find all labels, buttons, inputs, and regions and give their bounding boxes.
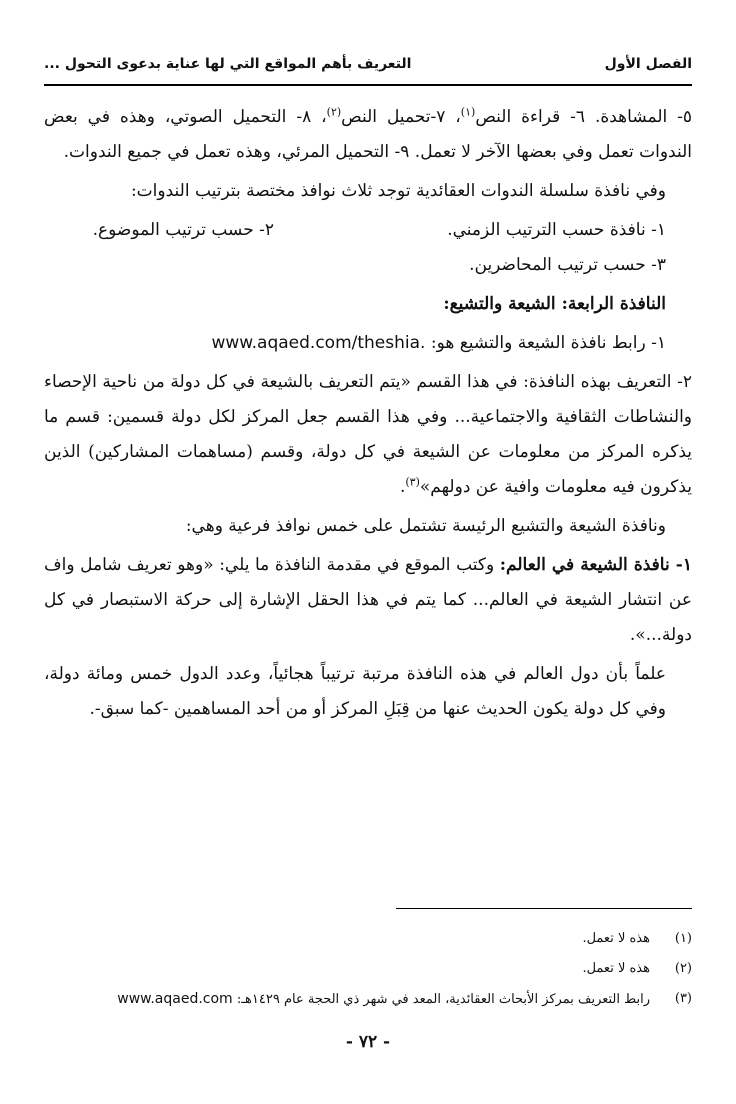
footnote-1 <box>44 924 692 954</box>
text-run: وكتب الموقع في مقدمة النافذة ما يلي: «وهو تعريف شامل واف عن انتشار الشيعة في العالم... كما يتم في هذا الحقل الإشارة إلى حركة الاستبصار في كل دولة...». <box>44 555 692 645</box>
text-run: ٥- المشاهدة. ٦- قراءة النص <box>475 107 693 127</box>
paragraph-features <box>44 100 692 170</box>
paragraph-sorting-windows: وفي نافذة سلسلة الندوات العقائدية توجد ثلاث نوافذ مختصة بترتيب الندوات: <box>130 181 666 201</box>
main-text <box>44 100 692 731</box>
footnote-ref-3[interactable]: (٣) <box>405 475 420 489</box>
link-url[interactable]: www.aqaed.com/theshia. <box>211 333 426 353</box>
chapter-label: الفصل الأول <box>604 56 692 72</box>
section-heading-fourth-window: النافذة الرابعة: الشيعة والتشيع: <box>443 294 666 314</box>
text-run: ، ٨- التحميل الصوتي، وهذه في بعض الندوات تعمل وفي بعضها الآخر لا تعمل. ٩- التحميل المرئي، وهذه تعمل في جميع الندوات. <box>44 107 692 162</box>
footnote-2 <box>44 954 692 984</box>
text-run: ، ٧-تحميل النص <box>341 107 461 127</box>
footnote-text: هذه لا تعمل. <box>582 961 650 976</box>
text-run: ٢- التعريف بهذه النافذة: في هذا القسم «يتم التعريف بالشيعة في كل دولة من ناحية الإحصاء والنشاطات الثقافية والاجتماعية... وفي هذا القسم جعل المركز لكل دولة قسمين: قسم ما يذكره المركز من معلومات عن الشيعة في كل دولة، وقسم (مساهمات المشاركين) الذين يذكرون فيه معلومات وافية عن دولهم» <box>44 372 692 497</box>
footnote-text-run: رابط التعريف بمركز الأبحاث العقائدية، المعد في شهر ذي الحجة عام ١٤٢٩هـ: <box>236 992 650 1007</box>
running-header <box>44 56 692 86</box>
footnote-divider <box>396 908 692 909</box>
sort-option-chronological: ١- نافذة حسب الترتيب الزمني. <box>447 220 666 240</box>
paragraph-countries: علماً بأن دول العالم في هذه النافذة مرتبة ترتيباً هجائياً، وعدد الدول خمس ومائة دولة، وفي كل دولة يكون الحديث عنها من قِبَلِ المركز أو من أحد المساهمين -كما سبق-. <box>44 664 666 719</box>
subwindow-heading: ١- نافذة الشيعة في العالم: <box>499 555 692 575</box>
page-number: - ٧٢ - <box>345 1032 391 1052</box>
running-title: التعريف بأهم المواقع التي لها عناية بدعوى التحول ... <box>44 56 412 72</box>
footnote-number: (٣) <box>674 991 692 1006</box>
sort-option-lecturers: ٣- حسب ترتيب المحاضرين. <box>469 255 666 275</box>
footnote-text: هذه لا تعمل. <box>582 931 650 946</box>
sort-option-topic: ٢- حسب ترتيب الموضوع. <box>92 220 274 240</box>
footnote-number: (١) <box>674 931 692 946</box>
paragraph-definition <box>44 365 692 505</box>
footnote-text <box>117 984 650 1015</box>
text-run: . <box>399 477 406 497</box>
footnote-ref-2[interactable]: (٢) <box>326 105 342 119</box>
footnote-3 <box>44 984 692 1015</box>
footnote-url[interactable]: www.aqaed.com <box>117 991 233 1007</box>
footnote-number: (٢) <box>674 961 692 976</box>
link-label: ١- رابط نافذة الشيعة والتشيع هو: <box>430 333 666 353</box>
paragraph-shia-world <box>44 548 692 653</box>
footnotes <box>44 924 692 1015</box>
paragraph-subwindows: ونافذة الشيعة والتشيع الرئيسة تشتمل على خمس نوافذ فرعية وهي: <box>185 516 666 536</box>
link-line <box>44 326 692 361</box>
sorting-options-row <box>44 213 692 248</box>
footnote-ref-1[interactable]: (١) <box>460 105 476 119</box>
